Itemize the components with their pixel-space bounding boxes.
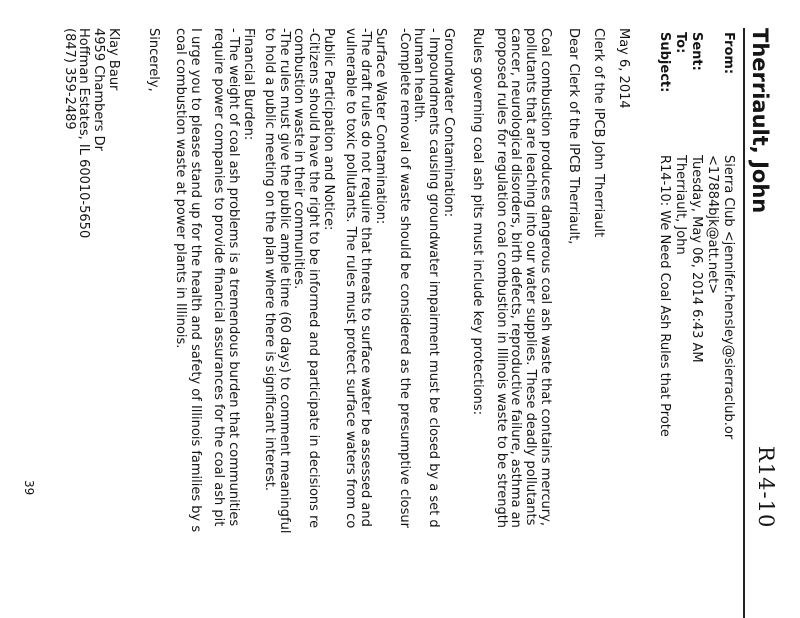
surface-water-line: vulnerable to toxic pollutants. The rules must protect surface waters from co: [343, 28, 359, 529]
signature-street: 4959 Chambers Dr: [91, 28, 107, 152]
from-label: From:: [721, 32, 736, 75]
urge-line: I urge you to please stand up for the health and safety of Illinois families by s: [188, 28, 203, 533]
groundwater-section: [396, 28, 455, 528]
intro-line: proposed rules for regulation coal combustion in Illinois waste to be strength: [493, 28, 509, 529]
signature-name: Klay Baur: [106, 28, 121, 91]
letter-closing: Sincerely,: [146, 28, 161, 92]
letter-salutation: Dear Clerk of the IPCB Therriault,: [566, 28, 581, 245]
from-value: Sierra Club <jennifer.hensley@sierraclub.or: [721, 155, 736, 440]
groundwater-line: - Impoundments causing groundwater impairment must be closed by a set d: [426, 28, 442, 528]
signature-block: [61, 28, 120, 238]
financial-heading: Financial Burden:: [241, 28, 256, 141]
participation-line: combustion waste in their communities.: [291, 28, 307, 290]
urge-line: coal combustion waste at power plants in Illinois.: [173, 28, 189, 349]
signature-phone: (847) 359-2489: [61, 28, 77, 130]
groundwater-line: -Complete removal of waste should be considered as the presumptive closur: [396, 28, 412, 528]
to-value: Therriault, John: [673, 155, 688, 255]
to-label: To:: [673, 32, 688, 54]
participation-line: -Citizens should have the right to be informed and participate in decisions re: [306, 28, 322, 529]
groundwater-line: human health.: [411, 28, 427, 123]
participation-heading: Public Participation and Notice:: [321, 28, 336, 231]
participation-line: to hold a public meeting on the plan where there is significant interest.: [261, 28, 277, 492]
sent-label: Sent:: [689, 32, 704, 71]
participation-line: -The rules must give the public ample time (60 days) to comment meaningful: [276, 28, 292, 534]
from-value-secondary: <17884bjk@att.net>: [705, 155, 720, 295]
docket-number: R14-10: [754, 446, 778, 529]
urge-paragraph: [172, 28, 202, 532]
intro-paragraph: [493, 28, 552, 528]
page-number: 39: [22, 480, 36, 496]
participation-section: [261, 28, 335, 533]
letter-date: May 6, 2014: [616, 28, 631, 109]
intro-closing-line: Rules governing coal ash pits must include key protections:: [470, 28, 485, 416]
financial-section: [211, 28, 255, 526]
surface-water-heading: Surface Water Contamination:: [373, 28, 388, 225]
header-divider: [743, 28, 745, 618]
financial-line: require power companies to provide financial assurances for the coal ash pit: [211, 28, 227, 527]
letter-addressee: Clerk of the IPCB John Therriault: [591, 28, 606, 238]
groundwater-heading: Groundwater Contamination:: [441, 28, 456, 218]
financial-line: - The weight of coal ash problems is a tremendous burden that communities: [226, 28, 242, 527]
recipient-header-title: Therriault, John: [748, 28, 772, 214]
subject-label: Subject:: [657, 32, 672, 93]
surface-water-line: -The draft rules do not require that threats to surface water be assessed and: [358, 28, 374, 527]
signature-city: Hoffman Estates, IL 60010-5650: [76, 28, 92, 239]
intro-line: cancer, neurological disorders, birth defects, reproductive failure, asthma an: [508, 28, 524, 528]
sent-value: Tuesday, May 06, 2014 6:43 AM: [689, 155, 704, 363]
subject-value: R14-10: We Need Coal Ash Rules that Prote: [657, 155, 672, 437]
intro-line: pollutants that are leaching into our water supplies. These deadly pollutants: [523, 28, 539, 526]
surface-water-section: [343, 28, 387, 528]
intro-line: Coal combustion produces dangerous coal ash waste that contains mercury,: [538, 28, 553, 526]
